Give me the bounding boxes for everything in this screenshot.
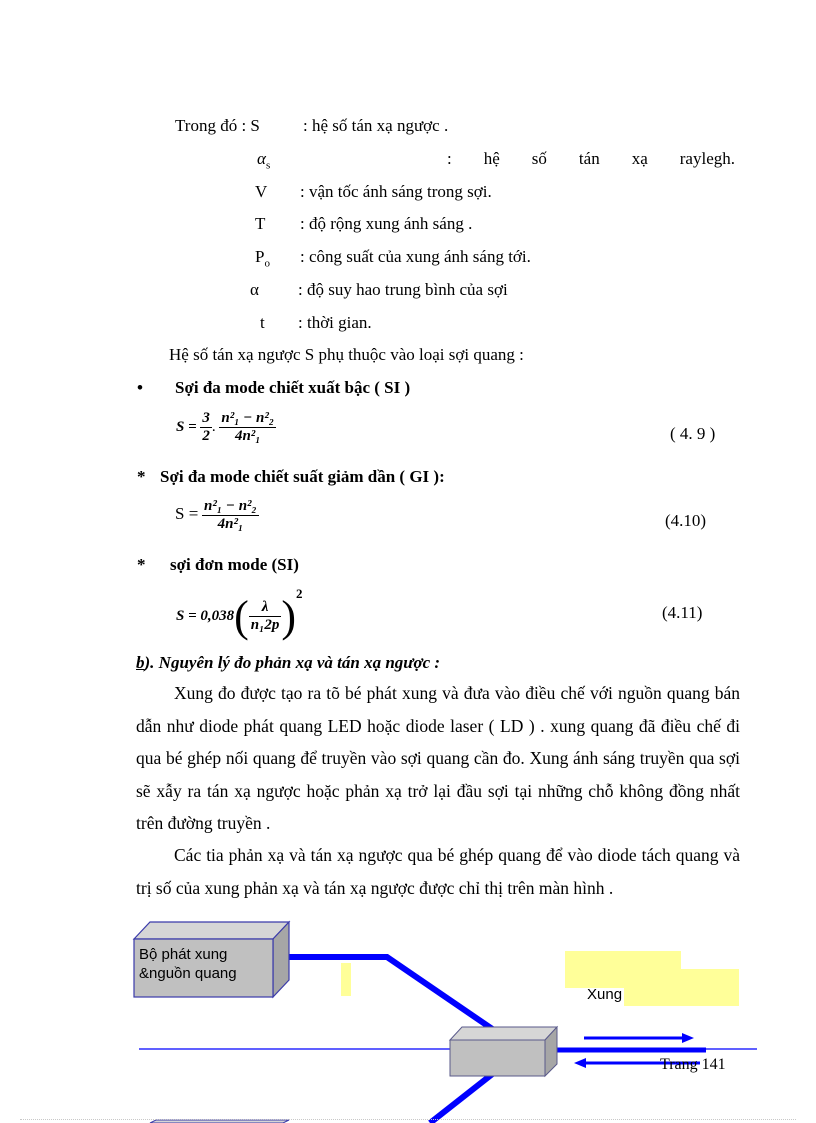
alpha-symbol: α [250,280,259,299]
paragraph-1: Xung đo được tạo ra tõ bé phát xung và đưa vào điều chế với nguồn quang bán dẫn như diode phát quang LED hoặc diode laser ( LD ) . xung quang đã điều chế đi qua bé ghép nối quang để truyền vào sợi quang cần đo. Xung ánh sáng truyền qua sợi sẽ xẫy ra tán xạ ngược hoặc phản xạ trở lại đầu sợi tại những chỗ không đồng nhất trên đường truyền . [136,683,740,833]
p-description: : công suất của xung ánh sáng tới. [300,247,531,266]
page-bottom-divider [20,1119,796,1120]
alpha-s-description: : hệ số tán xạ raylegh. [447,149,735,168]
paragraph-2: Các tia phản xạ và tán xạ ngược qua bé ghép quang để vào diode tách quang và trị số của xung phản xạ và tán xạ ngược được chỉ thị trên màn hình . [136,845,740,898]
alpha-s-symbol: $\alpha_s$ [257,149,271,172]
gi-equation-number: (4.10) [665,511,707,530]
yellow-note-2 [624,969,739,1006]
sm-title: sợi đơn mode (SI) [170,555,299,574]
t-description: : độ rộng xung ánh sáng . [300,214,473,233]
si-formula: S = $\frac{3}{2}$ . $\frac{\text{n²₁ − n²₂}}{\text{4n²₁}}$ [176,410,275,444]
arrow-right [584,1033,694,1043]
yellow-marker [341,963,351,996]
sm-formula: S = 0,038( $\frac{\lambda}{\text{n₁2p}}$ )$^2$ [176,586,303,642]
t-symbol: T [255,214,266,233]
bullet-dot: • [137,378,143,397]
coupler-box [450,1027,557,1076]
pulse-source-label: Bộ phát xung &nguồn quang [139,946,237,982]
si-equation-number: ( 4. 9 ) [670,424,716,443]
v-description: : vận tốc ánh sáng trong sợi. [300,182,492,201]
gi-title: Sợi đa mode chiết suất giảm dần ( GI ): [160,467,445,486]
s-description: : hệ số tán xạ ngược . [303,116,449,135]
xung-label: Xung [587,986,623,1003]
si-title: Sợi đa mode chiết xuất bậc ( SI ) [175,378,411,397]
sm-equation-number: (4.11) [662,603,703,622]
depends-sentence: Hệ số tán xạ ngược S phụ thuộc vào loại sợi quang : [169,345,524,364]
gi-formula: S = $\frac{\text{n²₁ − n²₂}}{\text{4n²₁}}$ [175,498,257,532]
alpha-description: : độ suy hao trung bình của sợi [298,280,508,299]
where-intro: Trong đó : S [175,116,260,135]
section-heading: b). Nguyên lý đo phản xạ và tán xạ ngược : [136,653,441,672]
time-symbol: t [260,313,265,332]
p-symbol: $P_o$ [255,247,270,270]
time-description: : thời gian. [298,313,372,332]
bullet-star: * [137,467,146,486]
bullet-star: * [137,555,146,574]
v-symbol: V [255,182,268,201]
page-number: Trang 141 [660,1056,726,1073]
